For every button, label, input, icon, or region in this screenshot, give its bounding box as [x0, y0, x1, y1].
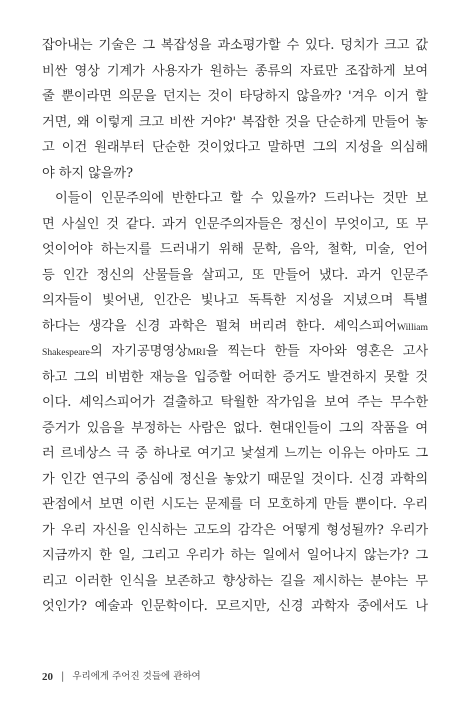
body-text [42, 33, 428, 620]
page-number: 20 [42, 671, 53, 683]
name-annotation: William [396, 321, 428, 333]
text-line [42, 339, 428, 365]
text-line: 거면, 왜 이렇게 크고 비싼 거야?' 복잡한 것을 단순하게 만들어 놓 [42, 114, 428, 130]
page-footer [42, 670, 201, 684]
text-line: 하고 그의 비범한 재능을 입증할 어떠한 증거도 발견하지 못할 것 [42, 369, 428, 385]
text-line: 가 우리 자신을 인식하는 고도의 감각은 어떻게 형성될까? 우리가 [42, 522, 428, 538]
text-line: 이다. 셰익스피어가 걸출하고 탁월한 작가임을 보여 주는 무수한 [42, 395, 428, 410]
text-line-part: 을 찍는다 한들 자아와 영혼은 고사 [205, 344, 428, 359]
footer-separator: | [61, 671, 65, 682]
text-line: 엇이어야 하는지를 드러내기 위해 문학, 음악, 철학, 미술, 언어 [42, 242, 428, 257]
running-title: 우리에게 주어진 것들에 관하여 [72, 671, 201, 682]
text-line: 리고 이러한 인식을 보존하고 향상하는 길을 제시하는 분야는 무 [42, 573, 428, 589]
text-line: 엇인가? 예술과 인문학이다. 모르지만, 신경 과학자 중에서도 나 [42, 599, 428, 614]
text-line-part: 의 자기공명영상 [89, 344, 188, 359]
text-line: 러 르네상스 극 중 하나로 여기고 낯설게 느끼는 이유는 아마도 그 [42, 446, 428, 461]
text-line: 가 인간 연구의 중심에 정신을 놓았기 때문일 것이다. 신경 과학의 [42, 471, 428, 487]
text-line: 야 하지 않을까? [42, 165, 133, 181]
text-line: 줄 뿐이라면 의문을 던지는 것이 타당하지 않을까? '겨우 이거 할 [42, 89, 428, 104]
name-annotation: Shakespeare [42, 347, 90, 358]
text-line: 의자들이 빛어낸, 인간은 빛나고 독특한 지성을 지녔으며 특별 [42, 293, 428, 308]
text-line: 비싼 영상 기계가 사용자가 원하는 종류의 자료만 조잡하게 보여 [42, 63, 428, 79]
text-line [42, 314, 428, 340]
text-line: 잡아내는 기술은 그 복잡성을 과소평가할 수 있다. 덩치가 크고 값 [42, 38, 428, 53]
text-line: 고 이건 원래부터 단순한 것이었다고 말하면 그의 지성을 의심해 [42, 140, 428, 155]
text-line-main: 하다는 생각을 신경 과학은 펄쳐 버리려 한다. 셰익스피어 [42, 318, 397, 334]
text-line: 면 사실인 것 같다. 과거 인문주의자들은 정신이 무엇이고, 또 무 [42, 216, 428, 232]
text-line: 증거가 있음을 부정하는 사람은 없다. 현대인들이 그의 작품을 여 [42, 420, 428, 436]
text-line: 지금까지 한 일, 그리고 우리가 하는 일에서 일어나지 않는가? 그 [42, 548, 428, 563]
abbr-annotation: MRI [187, 347, 206, 358]
text-line: 등 인간 정신의 산물들을 살피고, 또 만들어 냈다. 과거 인문주 [42, 267, 428, 283]
text-line: 관점에서 보면 이런 시도는 문제를 더 모호하게 만들 뿐이다. 우리 [42, 497, 428, 512]
text-line: 이들이 인문주의에 반한다고 할 수 있을까? 드러나는 것만 보 [55, 191, 428, 206]
